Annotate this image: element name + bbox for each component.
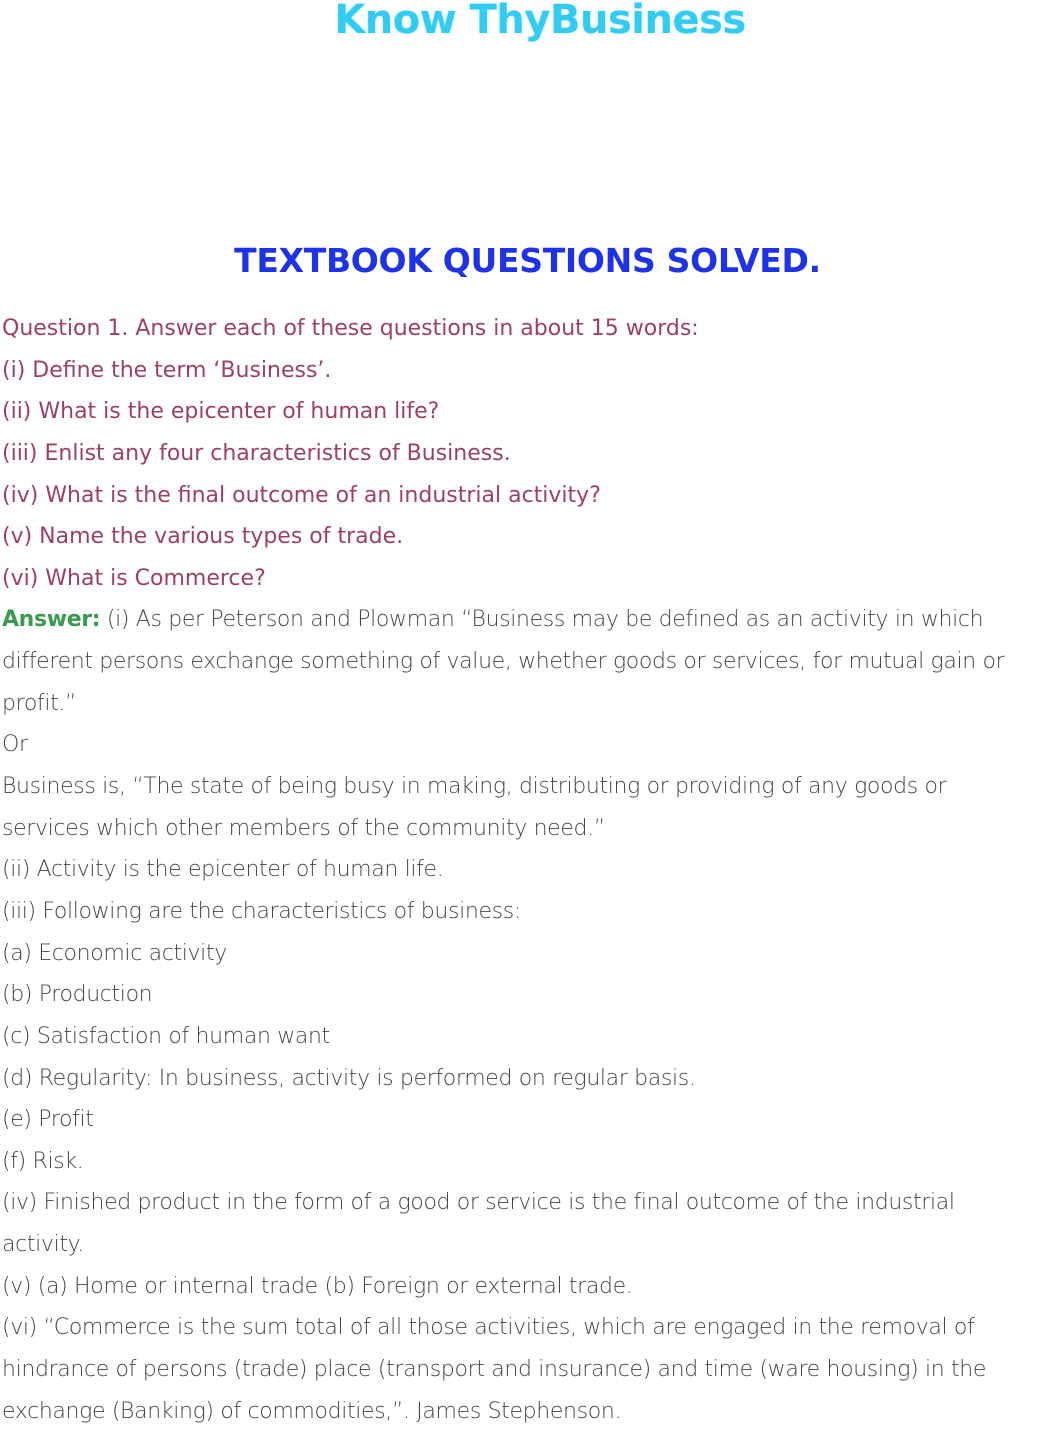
answer-line: (iv) Finished product in the form of a good or service is the final outcome of the industrial (2, 1190, 955, 1216)
answer-line: (v) (a) Home or internal trade (b) Foreign or external trade. (2, 1273, 633, 1299)
answer-line: Or (2, 732, 28, 758)
question-item: (iv) What is the final outcome of an industrial activity? (2, 482, 601, 508)
answer-line: (f) Risk. (2, 1148, 84, 1174)
answer-line: different persons exchange something of value, whether goods or services, for mutual gain or (2, 649, 1005, 675)
question-item: (i) Define the term ‘Business’. (2, 357, 332, 383)
answer-first-line (2, 599, 1042, 641)
section-heading: TEXTBOOK QUESTIONS SOLVED. (234, 241, 821, 280)
answer-line: hindrance of persons (trade) place (transport and insurance) and time (ware housing) in the (2, 1357, 987, 1383)
answer-line: Business is, “The state of being busy in making, distributing or providing of any goods or (2, 774, 947, 800)
answer-line: services which other members of the community need.” (2, 815, 605, 841)
site-title: Know ThyBusiness (334, 0, 746, 43)
question-item: (ii) What is the epicenter of human life? (2, 399, 440, 425)
question-item: (vi) What is Commerce? (2, 565, 266, 591)
answer-line: (vi) “Commerce is the sum total of all those activities, which are engaged in the removal of (2, 1315, 975, 1341)
answer-line: (e) Profit (2, 1107, 94, 1133)
question-item: (v) Name the various types of trade. (2, 524, 404, 550)
answer-line: (c) Satisfaction of human want (2, 1023, 330, 1049)
answer-line: (iii) Following are the characteristics of business: (2, 898, 521, 924)
answer-line: (b) Production (2, 982, 153, 1008)
answer-line: profit.” (2, 690, 77, 716)
answer-line: activity. (2, 1232, 84, 1258)
question-item: (iii) Enlist any four characteristics of Business. (2, 440, 511, 466)
article-body (2, 308, 1042, 1432)
answer-line: (d) Regularity: In business, activity is performed on regular basis. (2, 1065, 696, 1091)
question-intro: Question 1. Answer each of these questions in about 15 words: (2, 316, 699, 341)
answer-line: exchange (Banking) of commodities,”. James Stephenson. (2, 1398, 622, 1424)
answer-line: (a) Economic activity (2, 940, 227, 966)
answer-line: (ii) Activity is the epicenter of human life. (2, 857, 444, 883)
answer-text: (i) As per Peterson and Plowman “Business may be defined as an activity in which (100, 607, 984, 633)
answer-label: Answer: (2, 607, 101, 633)
